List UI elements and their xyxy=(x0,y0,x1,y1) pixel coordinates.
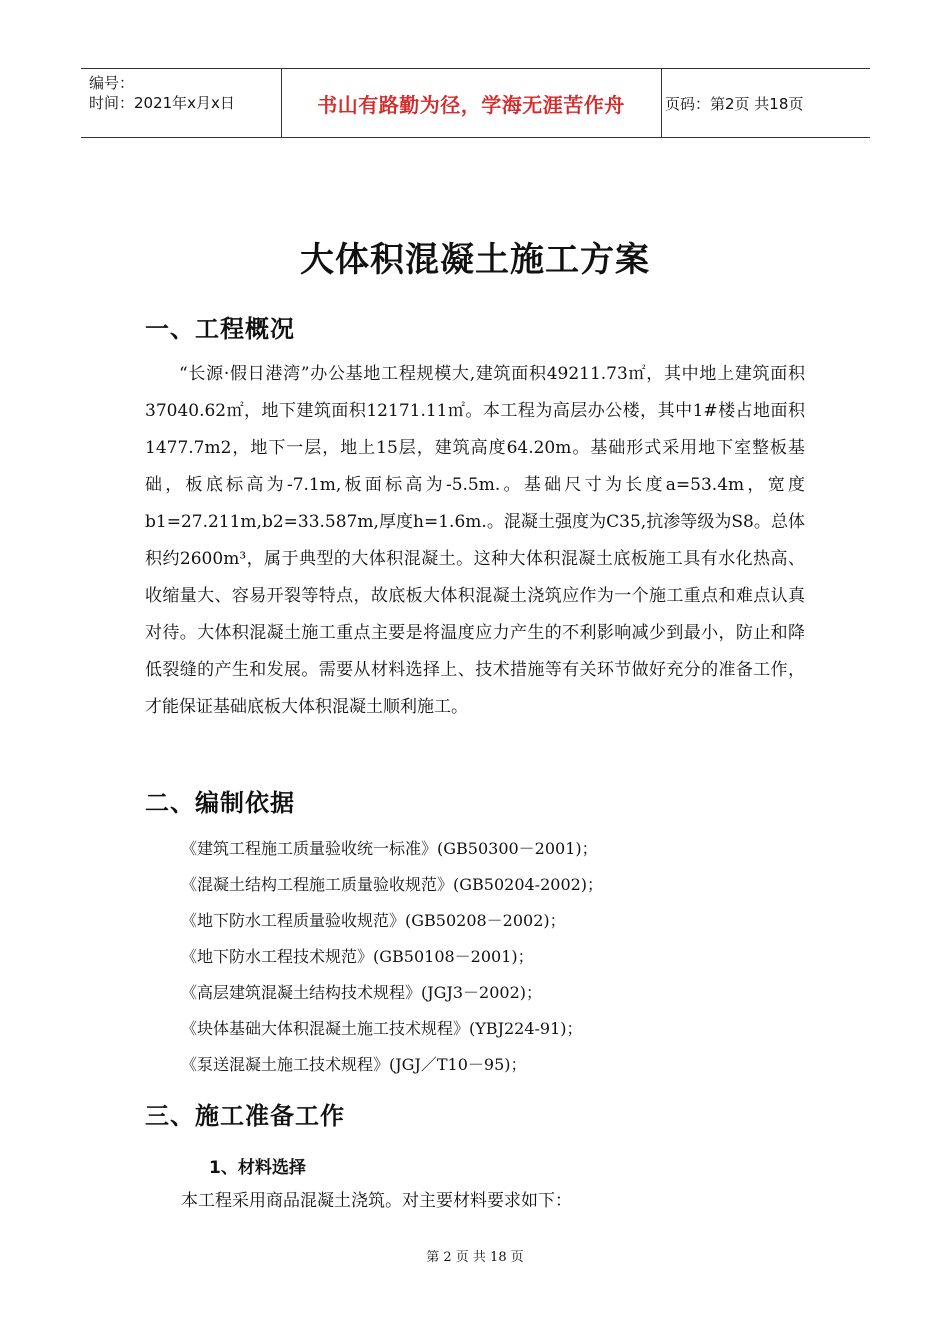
reference-list xyxy=(181,834,821,1086)
materials-intro-text: 本工程采用商品混凝土浇筑。对主要材料要求如下： xyxy=(181,1191,572,1211)
section-heading-overview: 一、工程概况 xyxy=(145,315,295,343)
section-heading-basis: 二、编制依据 xyxy=(145,789,295,817)
overview-paragraph xyxy=(145,356,805,726)
reference-item: 《建筑工程施工质量验收统一标准》(GB50300－2001)； xyxy=(181,839,598,858)
number-label: 编号： xyxy=(89,74,135,92)
date-label: 时间：2021年x月x日 xyxy=(89,94,235,112)
reference-item: 《地下防水工程质量验收规范》(GB50208－2002)； xyxy=(181,911,566,930)
reference-item: 《地下防水工程技术规范》(GB50108－2001)； xyxy=(181,947,534,966)
reference-item: 《块体基础大体积混凝土施工技术规程》(YBJ224-91)； xyxy=(181,1019,583,1038)
page-footer: 第 2 页 共 18 页 xyxy=(426,1250,524,1265)
overview-text: “长源·假日港湾”办公基地工程规模大,建筑面积49211.73㎡，其中地上建筑面积37040.62㎡，地下建筑面积12171.11㎡。本工程为高层办公楼，其中1#楼占地面积1477.7m2，地下一层，地上15层，建筑高度64.20m。基础形式采用地下室整板基础，板底标高为-7.1m,板面标高为-5.5m.。基础尺寸为长度a=53.4m，宽度b1=27.211m,b2=33.587m,厚度h=1.6m.。混凝土强度为C35,抗渗等级为S8。总体积约2600m³，属于典型的大体积混凝土。这种大体积混凝土底板施工具有水化热高、收缩量大、容易开裂等特点，故底板大体积混凝土浇筑应作为一个施工重点和难点认真对待。大体积混凝土施工重点主要是将温度应力产生的不利影响减少到最小，防止和降低裂缝的产生和发展。需要从材料选择上、技术措施等有关环节做好充分的准备工作，才能保证基础底板大体积混凝土顺利施工。 xyxy=(145,364,805,717)
header-page-info: 页码：第2页 共18页 xyxy=(665,95,804,113)
header-table xyxy=(81,68,870,138)
document-title: 大体积混凝土施工方案 xyxy=(300,240,650,280)
reference-item: 《泵送混凝土施工技术规程》(JGJ／T10－95)； xyxy=(181,1055,527,1074)
header-meta xyxy=(89,73,235,113)
reference-item: 《混凝土结构工程施工质量验收规范》(GB50204-2002)； xyxy=(181,875,604,894)
header-divider xyxy=(281,69,282,137)
subsection-heading-materials: 1、材料选择 xyxy=(209,1158,306,1178)
header-divider xyxy=(661,69,662,137)
section-heading-preparation: 三、施工准备工作 xyxy=(145,1102,345,1130)
header-motto: 书山有路勤为径，学海无涯苦作舟 xyxy=(317,92,625,117)
reference-item: 《高层建筑混凝土结构技术规程》(JGJ3－2002)； xyxy=(181,983,542,1002)
